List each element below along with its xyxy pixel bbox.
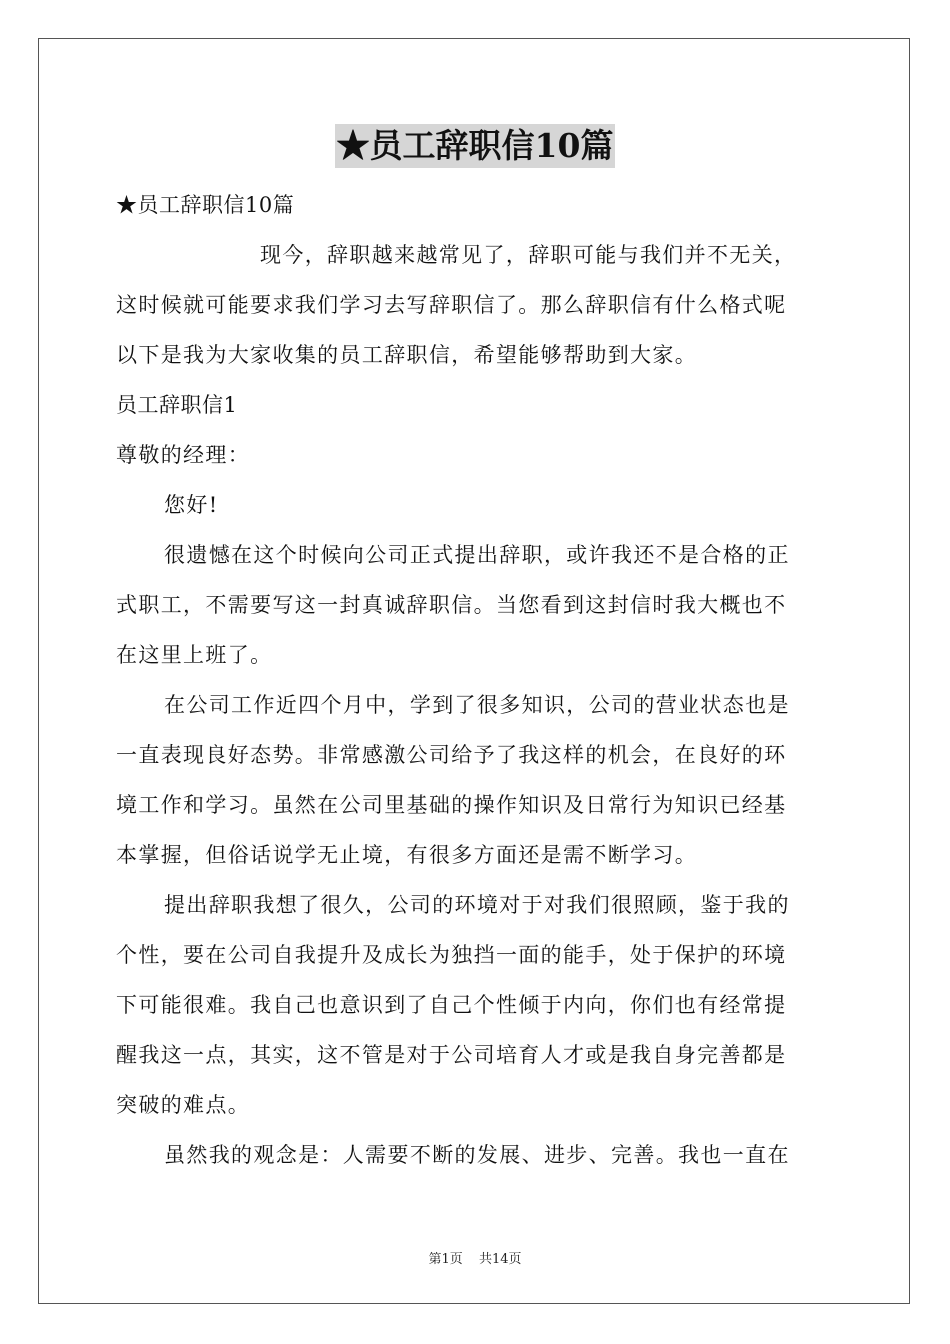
salutation: 尊敬的经理： (116, 443, 251, 467)
page-number: 第1页 (428, 1252, 463, 1267)
body-line: 本掌握，但俗话说学无止境，有很多方面还是需不断学习。 (116, 843, 698, 867)
body-line: 很遗憾在这个时候向公司正式提出辞职，或许我还不是合格的正 (164, 543, 790, 567)
document-title-wrap (0, 124, 950, 168)
body-line: 在公司工作近四个月中，学到了很多知识，公司的营业状态也是 (164, 693, 790, 717)
body-line: 醒我这一点，其实，这不管是对于公司培育人才或是我自身完善都是 (116, 1043, 787, 1067)
body-line: 下可能很难。我自己也意识到了自己个性倾于内向，你们也有经常提 (116, 993, 787, 1017)
body-line: 提出辞职我想了很久，公司的环境对于对我们很照顾，鉴于我的 (164, 893, 790, 917)
body-line: 一直表现良好态势。非常感激公司给予了我这样的机会，在良好的环 (116, 743, 787, 767)
document-title: ★员工辞职信10篇 (335, 124, 616, 168)
body-line: 突破的难点。 (116, 1093, 251, 1117)
body-line: 虽然我的观念是：人需要不断的发展、进步、完善。我也一直在 (164, 1143, 790, 1167)
greeting: 您好! (164, 493, 219, 517)
page-footer (0, 1248, 950, 1267)
body-line: 境工作和学习。虽然在公司里基础的操作知识及日常行为知识已经基 (116, 793, 787, 817)
body-line: 以下是我为大家收集的员工辞职信，希望能够帮助到大家。 (116, 343, 698, 367)
body-line: 个性，要在公司自我提升及成长为独挡一面的能手，处于保护的环境 (116, 943, 787, 967)
section-heading: 员工辞职信1 (116, 393, 238, 417)
document-body (116, 180, 834, 1180)
body-line: 式职工，不需要写这一封真诚辞职信。当您看到这封信时我大概也不 (116, 593, 787, 617)
page-total: 共14页 (478, 1252, 522, 1267)
body-line: 在这里上班了。 (116, 643, 273, 667)
body-line: 这时候就可能要求我们学习去写辞职信了。那么辞职信有什么格式呢 (116, 293, 787, 317)
body-line: ★员工辞职信10篇 (116, 193, 295, 217)
body-line: 现今，辞职越来越常见了，辞职可能与我们并不无关， (260, 243, 797, 267)
